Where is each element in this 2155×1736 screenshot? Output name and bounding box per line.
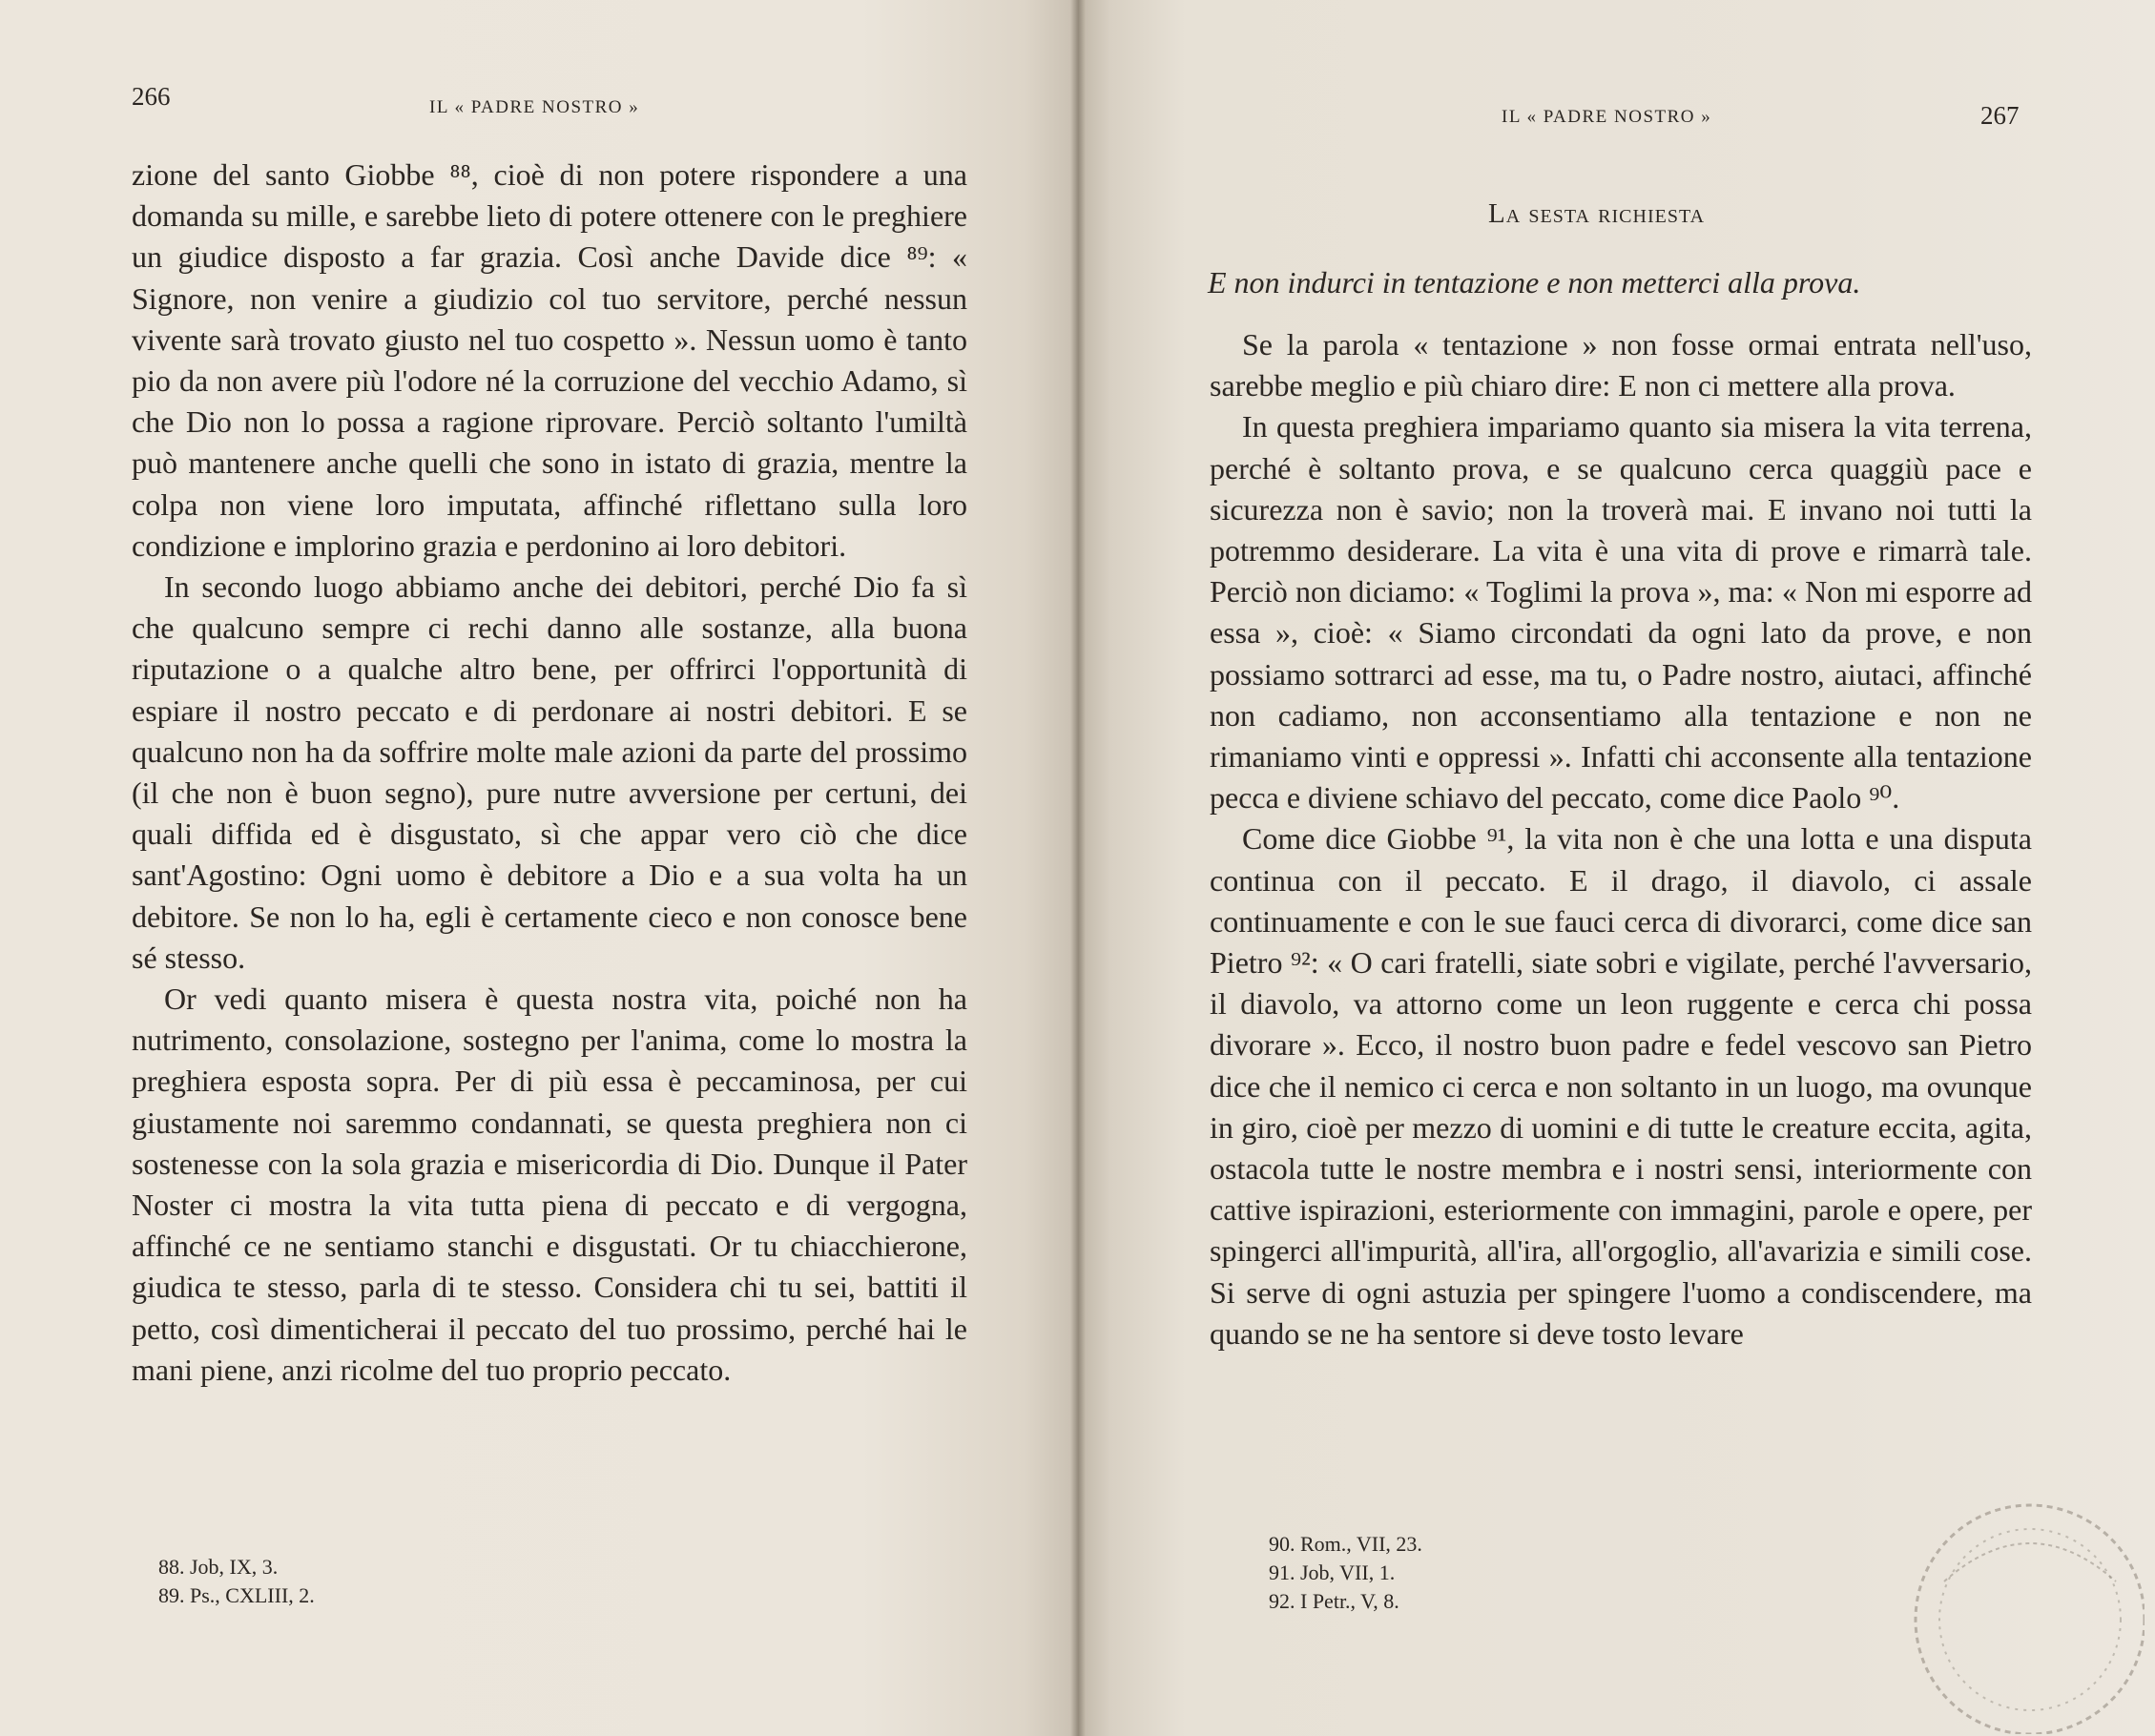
left-text-block xyxy=(132,155,967,1391)
epigraph: E non indurci in tentazione e non metterci alla prova. xyxy=(1208,265,1861,300)
page-number-right: 267 xyxy=(1980,101,2020,130)
right-page xyxy=(1078,0,2155,1736)
running-head-left: IL « PADRE NOSTRO » xyxy=(429,97,640,117)
page-number-left: 266 xyxy=(132,82,171,111)
right-text-block xyxy=(1210,324,2032,1354)
paragraph: In questa preghiera impariamo quanto sia misera la vita terrena, perché è soltanto prova, e se qualcuno cerca quaggiù pace e sicurezza non è savio; non la troverà mai. E invano noi tutti la potremmo desiderare. La vita è una vita di prove e rimarrà tale. Perciò non diciamo: « Toglimi la prova », ma: « Non mi esporre ad essa », cioè: « Siamo circondati da ogni lato da prove, e non possiamo sottrarci ad esse, ma tu, o Padre nostro, aiutaci, affinché non cadiamo, non acconsentiamo alla tentazione e non ne rimaniamo vinti e oppressi ». Infatti chi acconsente alla tentazione pecca e diviene schiavo del peccato, come dice Paolo ⁹⁰. xyxy=(1210,409,2032,816)
paragraph: Se la parola « tentazione » non fosse ormai entrata nell'uso, sarebbe meglio e più chiaro dire: E non ci mettere alla prova. xyxy=(1210,327,2032,403)
paragraph: Or vedi quanto misera è questa nostra vita, poiché non ha nutrimento, consolazione, sostegno per l'anima, come lo mostra la preghiera esposta sopra. Per di più essa è peccaminosa, per cui giustamente noi saremmo condannati, se questa preghiera non ci sostenesse con la sola grazia e misericordia di Dio. Dunque il Pater Noster ci mostra la vita tutta piena di peccato e di vergogna, affinché ce ne sentiamo stanchi e disgustati. Or tu chiacchierone, giudica te stesso, parla di te stesso. Considera chi tu sei, battiti il petto, così dimenticherai il peccato del tuo prossimo, perché hai le mani piene, anzi ricolme del tuo proprio peccato. xyxy=(132,982,967,1387)
footnotes-left xyxy=(158,1553,315,1610)
footnote: 88. Job, IX, 3. xyxy=(158,1555,279,1579)
running-head-right: IL « PADRE NOSTRO » xyxy=(1502,107,1712,127)
library-stamp-icon xyxy=(1887,1477,2145,1734)
footnote: 89. Ps., CXLIII, 2. xyxy=(158,1583,315,1607)
book-gutter xyxy=(1070,0,1086,1736)
footnote: 91. Job, VII, 1. xyxy=(1269,1560,1396,1584)
footnote: 90. Rom., VII, 23. xyxy=(1269,1532,1422,1556)
paragraph: In secondo luogo abbiamo anche dei debitori, perché Dio fa sì che qualcuno sempre ci rechi danno alle sostanze, alla buona riputazione o a qualche altro bene, per offrirci l'opportunità di espiare il nostro peccato e di perdonare ai nostri debitori. E se qualcuno non ha da soffrire molte male azioni da parte del prossimo (il che non è buon segno), pure nutre avversione per certuni, dei quali diffida ed è disgustato, sì che appar vero ciò che dice sant'Agostino: Ogni uomo è debitore a Dio e a sua volta ha un debitore. Se non lo ha, egli è certamente cieco e non conosce bene sé stesso. xyxy=(132,569,967,975)
footnote: 92. I Petr., V, 8. xyxy=(1269,1589,1399,1613)
footnotes-right xyxy=(1269,1530,1422,1616)
paragraph: Come dice Giobbe ⁹¹, la vita non è che una lotta e una disputa continua con il peccato. E il drago, il diavolo, ci assale continuamente e con le sue fauci cerca di divorarci, come dice san Pietro ⁹²: « O cari fratelli, siate sobri e vigilate, perché l'avversario, il diavolo, va attorno come un leon ruggente e cerca chi possa divorare ». Ecco, il nostro buon padre e fedel vescovo san Pietro dice che il nemico ci cerca e non soltanto in un luogo, ma ovunque in giro, cioè per mezzo di uomini e di tutte le creature eccita, agita, ostacola tutte le nostre membra e i nostri sensi, interiormente con cattive ispirazioni, esteriormente con immagini, parole e opere, per spingerci all'impurità, all'ira, all'orgoglio, all'avarizia e simili cose. Si serve di ogni astuzia per spingere l'uomo a condiscendere, ma quando se ne ha sentore si deve tosto levare xyxy=(1210,821,2032,1351)
chapter-title: La sesta richiesta xyxy=(1488,198,1706,229)
paragraph: zione del santo Giobbe ⁸⁸, cioè di non potere rispondere a una domanda su mille, e sarebbe lieto di potere ottenere con le preghiere un giudice disposto a far grazia. Così anche Davide dice ⁸⁹: « Signore, non venire a giudizio col tuo servitore, perché nessun vivente sarà trovato giusto nel tuo cospetto ». Nessun uomo è tanto pio da non avere più l'odore né la corruzione del vecchio Adamo, sì che Dio non lo possa a ragione riprovare. Perciò soltanto l'umiltà può mantenere anche quelli che sono in istato di grazia, mentre la colpa non viene loro imputata, affinché riflettano sulla loro condizione e implorino grazia e perdonino ai loro debitori. xyxy=(132,157,967,563)
